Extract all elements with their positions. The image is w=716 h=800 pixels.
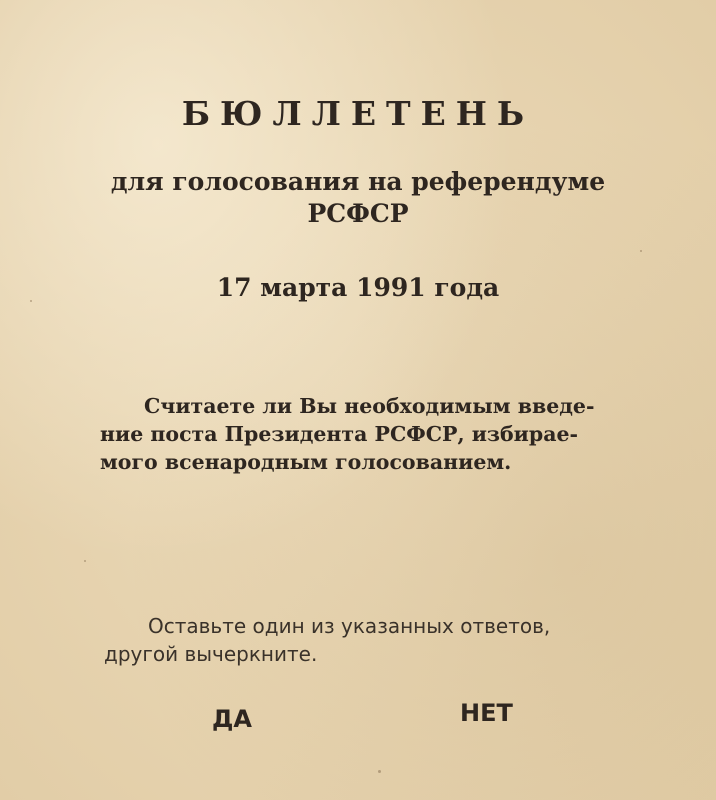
paper-speck bbox=[640, 250, 642, 252]
ballot-title: БЮЛЛЕТЕНЬ bbox=[181, 94, 535, 133]
answer-no: НЕТ bbox=[460, 699, 513, 727]
question-line-1: Считаете ли Вы необходимым введе- bbox=[144, 394, 595, 418]
paper-speck bbox=[84, 560, 86, 562]
instruction-line-1: Оставьте один из указанных ответов, bbox=[148, 614, 551, 638]
subtitle-line-2: РСФСР bbox=[307, 199, 409, 228]
question-line-3: мого всенародным голосованием. bbox=[100, 450, 512, 474]
paper-speck bbox=[378, 770, 381, 773]
voting-instruction bbox=[104, 612, 644, 668]
answer-yes: ДА bbox=[212, 705, 252, 733]
subtitle-line-1: для голосования на референдуме bbox=[110, 167, 606, 196]
ballot-subtitle bbox=[0, 166, 716, 230]
question-line-2: ние поста Президента РСФСР, избирае- bbox=[100, 422, 579, 446]
referendum-question bbox=[100, 392, 630, 476]
instruction-line-2: другой вычеркните. bbox=[104, 642, 318, 666]
referendum-date: 17 марта 1991 года bbox=[216, 273, 500, 302]
